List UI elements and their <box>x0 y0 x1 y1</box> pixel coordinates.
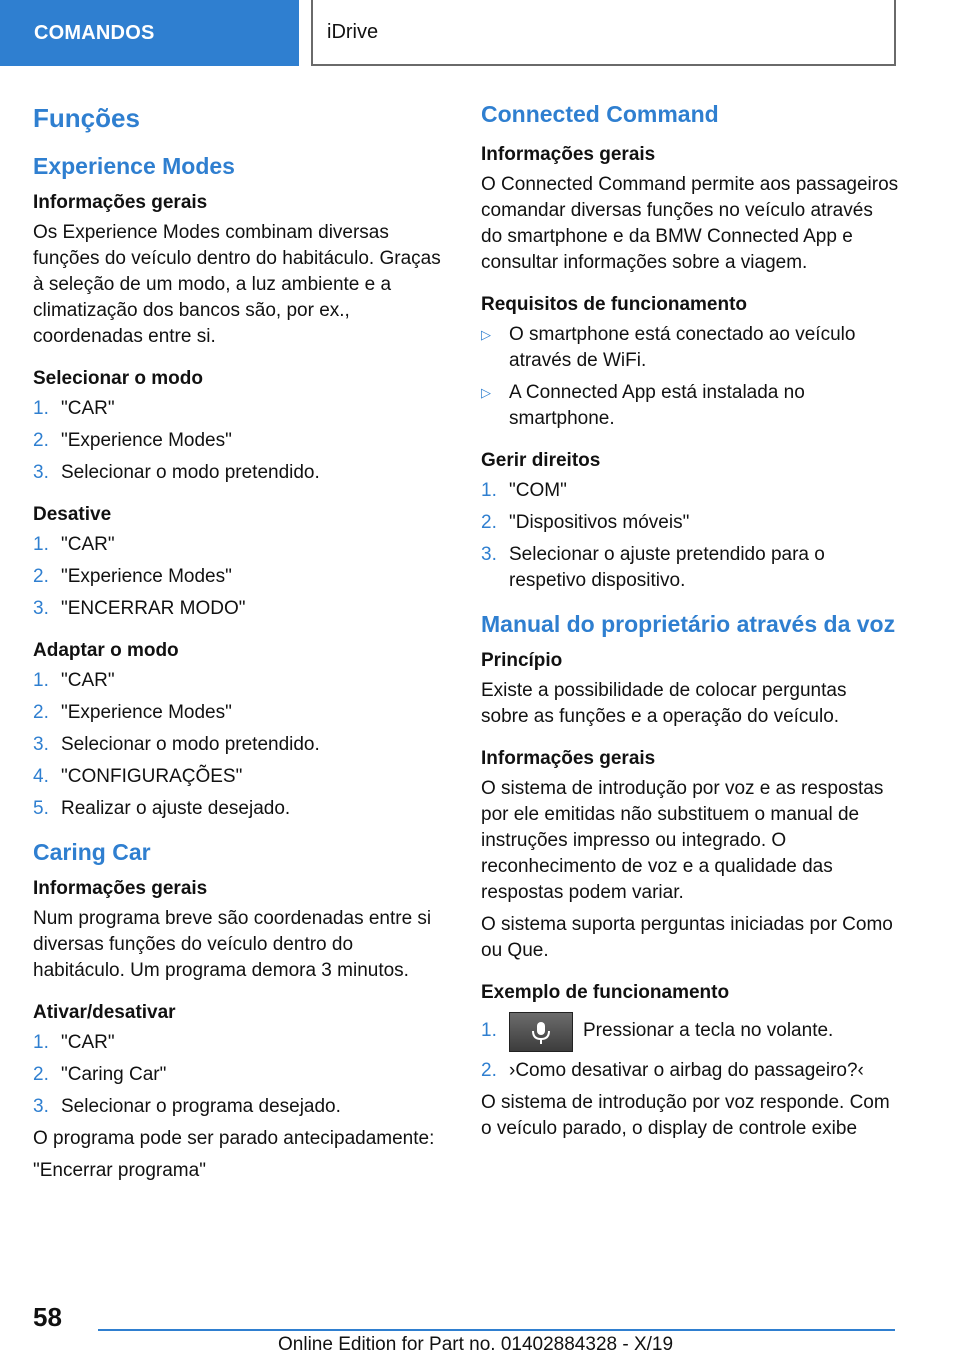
step-text: "Dispositivos móveis" <box>509 512 690 533</box>
microphone-icon <box>510 1013 572 1051</box>
edition-text: Online Edition for Part no. 01402884328 - X/19 <box>278 1334 674 1355</box>
step-number: 3. <box>33 734 49 755</box>
list-item <box>33 700 443 726</box>
stop-text: O programa pode ser parado antecipadamente: <box>33 1128 435 1149</box>
connected-info-text: O Connected Command permite aos passageiros comandar diversas funções no veículo através do smartphone e da BMW Connected App e consultar informações sobre a viagem. <box>481 174 899 273</box>
step-number: 1. <box>33 534 49 555</box>
step-number: 2. <box>33 1064 49 1085</box>
caring-info-text: Num programa breve são coordenadas entre si diversas funções do veículo dentro do habitáculo. Um programa demora 3 minutos. <box>33 908 432 981</box>
section-tab <box>311 0 896 66</box>
step-text: Selecionar o programa desejado. <box>61 1096 341 1117</box>
caring-info-heading: Informações gerais <box>33 878 208 899</box>
principle-heading: Princípio <box>481 650 563 671</box>
select-mode-steps <box>33 396 443 486</box>
list-item <box>33 428 443 454</box>
list-item <box>481 322 899 374</box>
step-number: 1. <box>33 398 49 419</box>
step-text: Pressionar a tecla no volante. <box>583 1020 834 1041</box>
step-number: 1. <box>33 1032 49 1053</box>
step-text: "Caring Car" <box>61 1064 167 1085</box>
adapt-mode-steps <box>33 668 443 822</box>
list-item <box>33 668 443 694</box>
deactivate-steps <box>33 532 443 622</box>
voice-info-text: O sistema de introdução por voz e as respostas por ele emitidas não substituem o manual de instruções impresso ou integrado. O reconhecimento de voz e a qualidade das respostas podem variar. <box>481 778 884 903</box>
step-number: 3. <box>33 598 49 619</box>
step-text: "CAR" <box>61 398 115 419</box>
bullet-text: O smartphone está conectado ao veículo através de WiFi. <box>509 324 856 371</box>
requirements-heading: Requisitos de funcionamento <box>481 294 748 315</box>
list-item <box>33 764 443 790</box>
list-item <box>33 1062 443 1088</box>
step-text: "CAR" <box>61 670 115 691</box>
stop-command: "Encerrar programa" <box>33 1160 206 1181</box>
list-item <box>33 564 443 590</box>
caring-car-title: Caring Car <box>33 839 151 865</box>
rights-heading: Gerir direitos <box>481 450 601 471</box>
example-heading: Exemplo de funcionamento <box>481 982 730 1003</box>
step-number: 1. <box>481 1020 497 1041</box>
step-number: 1. <box>481 480 497 501</box>
right-column <box>481 100 899 1158</box>
toggle-heading: Ativar/desativar <box>33 1002 176 1023</box>
step-number: 5. <box>33 798 49 819</box>
step-number: 4. <box>33 766 49 787</box>
section-label: iDrive <box>327 20 379 43</box>
step-number: 3. <box>481 544 497 565</box>
experience-info-heading: Informações gerais <box>33 192 208 213</box>
list-item <box>33 1094 443 1120</box>
step-text: Selecionar o ajuste pretendido para o respetivo dispositivo. <box>509 544 825 591</box>
requirements-list <box>481 322 899 432</box>
step-text: Selecionar o modo pretendido. <box>61 462 320 483</box>
rights-steps <box>481 478 899 594</box>
step-number: 2. <box>33 702 49 723</box>
example-steps <box>481 1018 899 1084</box>
left-column <box>33 100 443 1200</box>
experience-info-text: Os Experience Modes combinam diversas funções do veículo dentro do habitáculo. Graças à seleção de um modo, a luz ambiente e a climatização dos bancos são, por ex., coordenadas entre si. <box>33 222 441 347</box>
step-number: 2. <box>481 1060 497 1081</box>
list-item <box>33 596 443 622</box>
experience-modes-title: Experience Modes <box>33 153 235 179</box>
step-text: "Experience Modes" <box>61 430 232 451</box>
list-item <box>33 532 443 558</box>
connected-info-heading: Informações gerais <box>481 144 656 165</box>
list-item <box>481 478 899 504</box>
voice-manual-title: Manual do proprietário através da voz <box>481 611 896 637</box>
triangle-bullet-icon: ▷ <box>481 385 491 400</box>
step-text: "CAR" <box>61 1032 115 1053</box>
chapter-tab <box>0 0 299 66</box>
step-number: 2. <box>481 512 497 533</box>
list-item <box>481 1018 899 1052</box>
toggle-steps <box>33 1030 443 1120</box>
list-item <box>481 380 899 432</box>
triangle-bullet-icon: ▷ <box>481 327 491 342</box>
step-number: 3. <box>33 1096 49 1117</box>
list-item <box>481 510 899 536</box>
step-text: ›Como desativar o airbag do passageiro?‹ <box>509 1060 864 1081</box>
list-item <box>33 460 443 486</box>
step-number: 2. <box>33 430 49 451</box>
step-text: "Experience Modes" <box>61 566 232 587</box>
page-title: Funções <box>33 103 140 133</box>
step-number: 1. <box>33 670 49 691</box>
list-item <box>481 542 899 594</box>
deactivate-heading: Desative <box>33 504 112 525</box>
select-mode-heading: Selecionar o modo <box>33 368 203 389</box>
step-text: "ENCERRAR MODO" <box>61 598 246 619</box>
step-number: 2. <box>33 566 49 587</box>
step-text: "COM" <box>509 480 567 501</box>
voice-info-text-2: O sistema suporta perguntas iniciadas por Como ou Que. <box>481 914 893 961</box>
page-number: 58 <box>33 1302 62 1332</box>
step-text: Selecionar o modo pretendido. <box>61 734 320 755</box>
connected-command-title: Connected Command <box>481 101 719 127</box>
voice-info-heading: Informações gerais <box>481 748 656 769</box>
list-item <box>33 396 443 422</box>
step-text: "Experience Modes" <box>61 702 232 723</box>
step-number: 3. <box>33 462 49 483</box>
list-item <box>33 796 443 822</box>
voice-button-image <box>509 1012 573 1052</box>
step-text: Realizar o ajuste desejado. <box>61 798 291 819</box>
adapt-mode-heading: Adaptar o modo <box>33 640 179 661</box>
chapter-label: COMANDOS <box>34 21 155 44</box>
list-item <box>33 732 443 758</box>
footer-divider <box>98 1329 895 1331</box>
principle-text: Existe a possibilidade de colocar perguntas sobre as funções e a operação do veículo. <box>481 680 847 727</box>
bullet-text: A Connected App está instalada no smartphone. <box>509 382 805 429</box>
step-text: "CAR" <box>61 534 115 555</box>
list-item <box>481 1058 899 1084</box>
step-text: "CONFIGURAÇÕES" <box>61 766 243 787</box>
list-item <box>33 1030 443 1056</box>
example-text: O sistema de introdução por voz responde. Com o veículo parado, o display de controle exibe <box>481 1092 890 1139</box>
